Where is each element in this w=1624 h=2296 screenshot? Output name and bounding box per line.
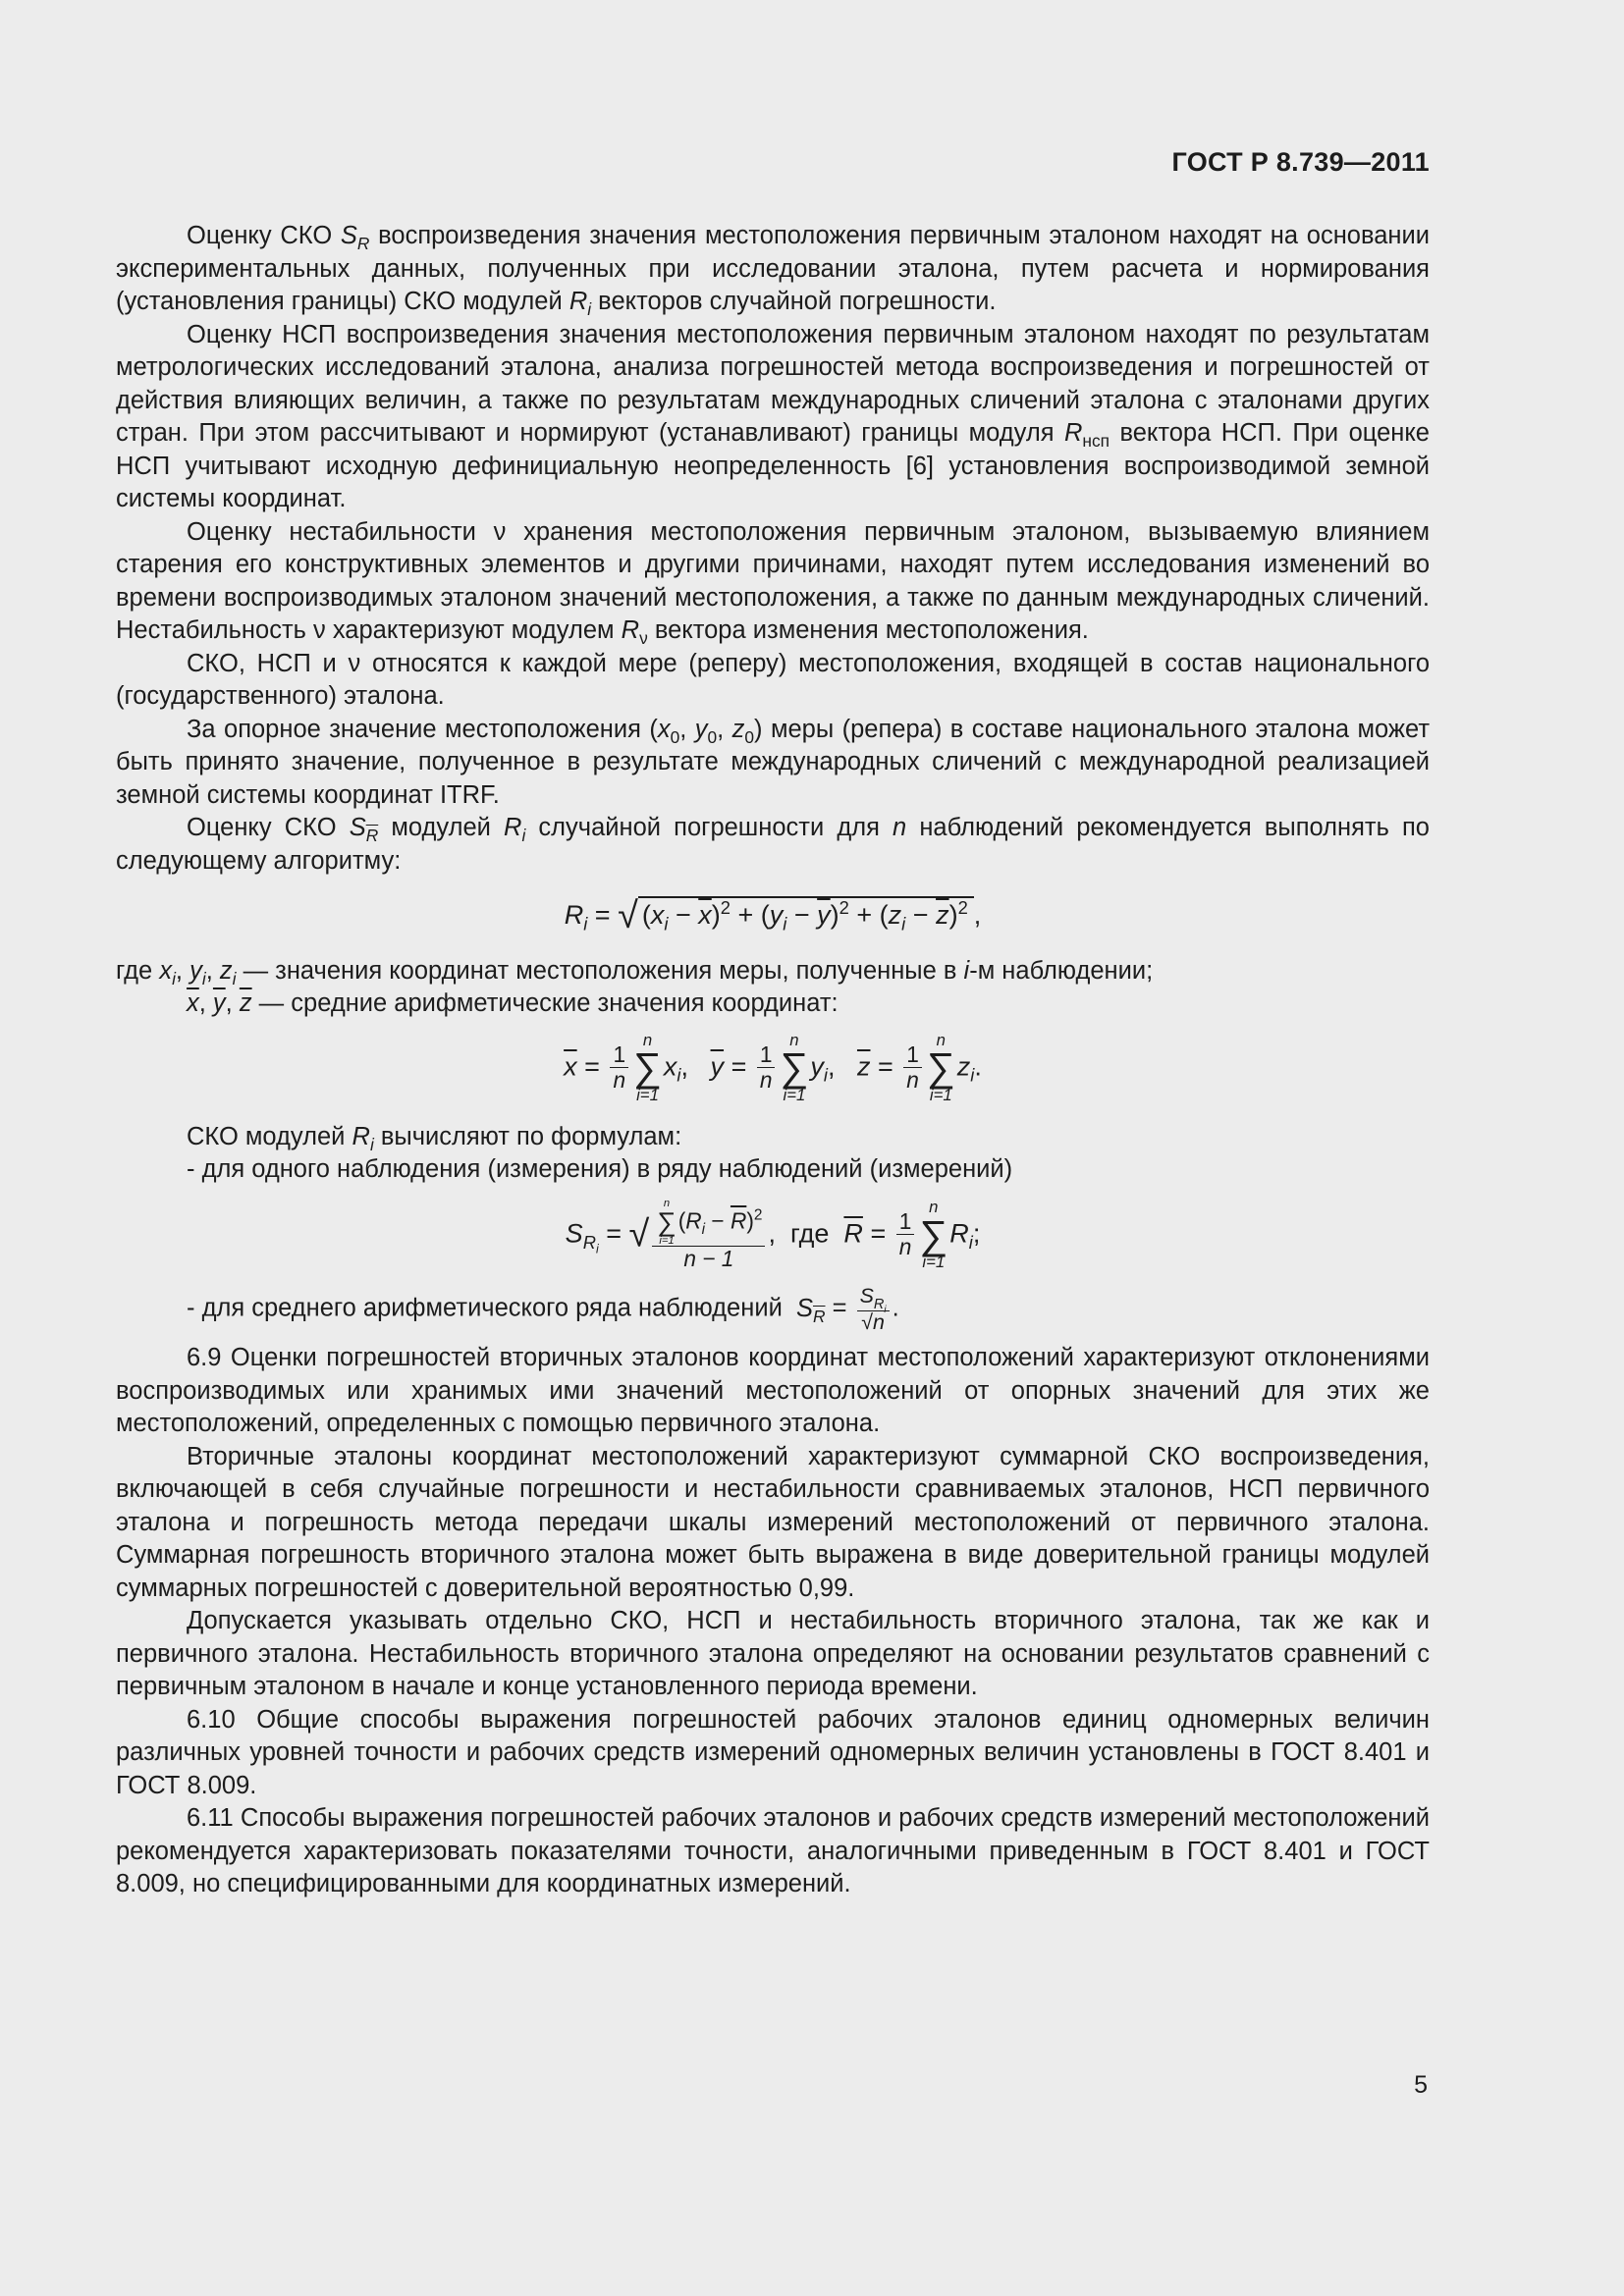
formula-sko-single: $S_{R_i}$ = √ n ∑ i=1 $(R_i - \overline{R})^2$ n − 1 , где $\overline{R}$ = $\frac{1}{n}$ n ∑ i=1 $R_i$; (565, 1197, 981, 1272)
paragraph-secondary-standards: Вторичные эталоны координат местоположений характеризуют суммарной СКО воспроизведения, включающей в себя случайные погрешности и нестабильности сравниваемых эталонов, НСП первичного эталона и погрешность метода передачи шкалы измерений местоположений от первичного эталона. Суммарная погрешность вторичного эталона может быть выражена в виде доверительной границы модулей суммарных погрешностей с доверительной вероятностью 0,99. (116, 1442, 1430, 1602)
paragraph-6-11: 6.11 Способы выражения погрешностей рабочих эталонов и рабочих средств измерений местоположений рекомендуется характеризовать показателями точности, аналогичными приведенным в ГОСТ 8.401 и ГОСТ 8.009, но специфицированными для координатных измерений. (116, 1804, 1430, 1898)
paragraph-reference-value: За опорное значение местоположения ($x_0$, $y_0$, $z_0$) меры (репера) в составе национального эталона может быть принято значение, полученное в результате международных сличений с международной реализацией земной системы координат ITRF. (116, 715, 1430, 809)
paragraph-nsp: Оценку НСП воспроизведения значения местоположения первичным эталоном находят по результатам метрологических исследований эталона, анализа погрешностей метода воспроизведения и погрешностей от действия влияющих величин, а также по результатам международных сличений эталона с эталонами других стран. При этом рассчитывают и нормируют (устанавливают) границы модуля $R_{нсп}$ вектора НСП. При оценке НСП учитывают исходную дефинициальную неопределенность [6] установления воспроизводимой земной системы координат. (116, 320, 1430, 512)
paragraph-national-standard: СКО, НСП и ν относятся к каждой мере (реперу) местоположения, входящей в состав национального (государственного) эталона. (116, 649, 1430, 710)
document-code: ГОСТ Р 8.739—2011 (1171, 147, 1430, 177)
list-item-mean-observation: - для среднего арифметического ряда наблюдений $S_{\overline{R}}$ = $\frac{S_{R_i}}{√n}$ . (187, 1284, 899, 1334)
paragraph-algorithm: Оценку СКО $S_{\overline{R}}$ модулей $R_i$ случайной погрешности для n наблюдений рекомендуется выполнять по следующему алгоритму: (116, 814, 1430, 875)
formula-means: $\overline{x}$ = $\frac{1}{n}$ n ∑ i=1 $x_i$, $\overline{y}$ = $\frac{1}{n}$ n ∑ i=1 $y_i$, $\overline{z}$ = $\frac{1}{n}$ n ∑ i=1 $z_i$. (564, 1030, 982, 1104)
paragraph-sko-formulas: СКО модулей $R_i$ вычисляют по формулам: (187, 1122, 682, 1154)
paragraph-mean-values: $\overline{x}$, $\overline{y}$, $\overline{z}$ — средние арифметические значения координат: (187, 989, 839, 1017)
formula-modulus: $R_i$ = √ $(x_i - \overline{x})^2 + (y_i - \overline{y})^2 + (z_i - \overline{z})^2$ , (564, 895, 982, 936)
paragraph-separate-indication: Допускается указывать отдельно СКО, НСП и нестабильность вторичного эталона, так же как и первичного эталона. Нестабильность вторичного эталона определяют на основании результатов сравнений с первичным эталоном в начале и конце установленного периода времени. (116, 1607, 1430, 1701)
paragraph-sko: Оценку СКО $S_R$ воспроизведения значения местоположения первичным эталоном находят на основании экспериментальных данных, полученных при исследовании эталона, путем расчета и нормирования (установления границы) СКО модулей $R_i$ векторов случайной погрешности. (116, 222, 1430, 320)
list-item-single-observation: - для одного наблюдения (измерения) в ряду наблюдений (измерений) (187, 1155, 1013, 1184)
paragraph-6-10: 6.10 Общие способы выражения погрешностей рабочих эталонов единиц одномерных величин различных уровней точности и рабочих средств измерений одномерных величин установлены в ГОСТ 8.401 и ГОСТ 8.009. (116, 1705, 1430, 1799)
paragraph-where-coords: где $x_i$, $y_i$, $z_i$ — значения координат местоположения меры, полученные в i-м наблюдении; (116, 956, 1154, 988)
paragraph-instability: Оценку нестабильности ν хранения местоположения первичным эталоном, вызываемую влиянием старения его конструктивных элементов и другими причинами, находят путем исследования изменений во времени воспроизводимых эталоном значений местоположения, а также по данным международных сличений. Нестабильность ν характеризуют модулем $R_\nu$ вектора изменения местоположения. (116, 517, 1430, 649)
paragraph-6-9: 6.9 Оценки погрешностей вторичных эталонов координат местоположений характеризуют отклонениями воспроизводимых или хранимых ими значений местоположений от опорных значений для этих же местоположений, определенных с помощью первичного эталона. (116, 1344, 1430, 1438)
page-number: 5 (1414, 2071, 1428, 2099)
document-body (116, 220, 1430, 1901)
